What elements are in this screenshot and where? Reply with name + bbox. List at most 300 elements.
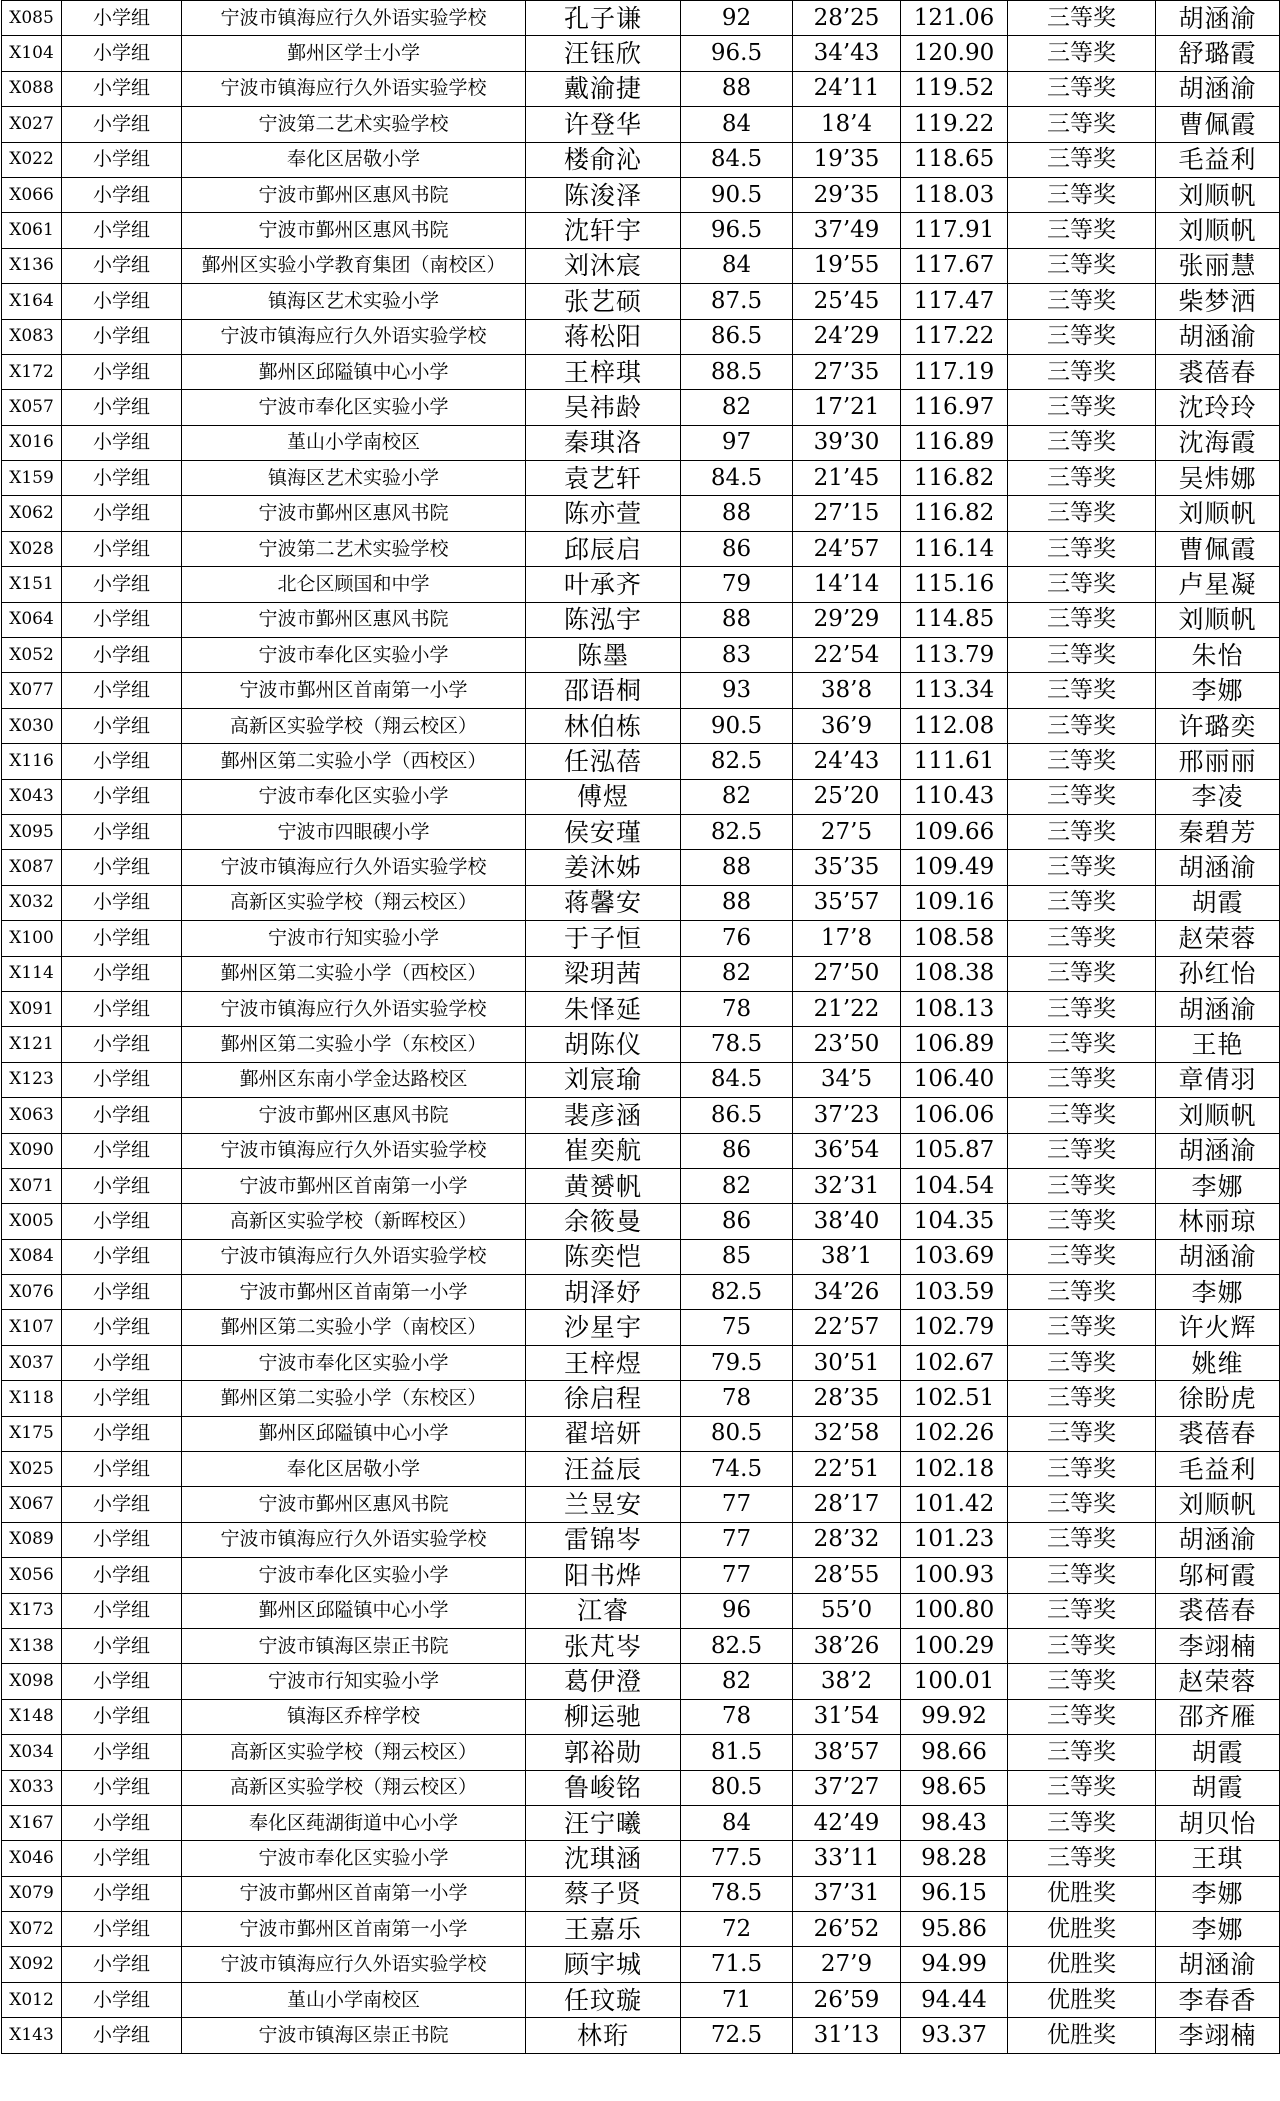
table-row [2, 248, 1280, 283]
student-name-cell: 沈琪涵 [526, 1841, 681, 1876]
time-cell: 27’50 [793, 956, 901, 991]
table-row [2, 1275, 1280, 1310]
teacher-cell: 胡涵渝 [1156, 319, 1280, 354]
award-cell: 三等奖 [1008, 284, 1156, 319]
time-cell: 28’35 [793, 1381, 901, 1416]
score-cell: 86 [681, 531, 793, 566]
award-cell: 三等奖 [1008, 531, 1156, 566]
student-name-cell: 翟培妍 [526, 1416, 681, 1451]
table-row [2, 1027, 1280, 1062]
group-cell: 小学组 [62, 425, 182, 460]
group-cell: 小学组 [62, 1947, 182, 1982]
school-cell: 宁波第二艺术实验学校 [182, 107, 526, 142]
entry-id-cell: X052 [2, 638, 62, 673]
table-row [2, 496, 1280, 531]
time-cell: 17’8 [793, 921, 901, 956]
entry-id-cell: X173 [2, 1593, 62, 1628]
time-cell: 19’35 [793, 142, 901, 177]
table-row [2, 213, 1280, 248]
award-cell: 三等奖 [1008, 779, 1156, 814]
group-cell: 小学组 [62, 390, 182, 425]
group-cell: 小学组 [62, 1841, 182, 1876]
table-row [2, 1522, 1280, 1557]
school-cell: 奉化区居敬小学 [182, 1452, 526, 1487]
teacher-cell: 赵荣蓉 [1156, 921, 1280, 956]
group-cell: 小学组 [62, 1452, 182, 1487]
total-score-cell: 101.23 [901, 1522, 1008, 1557]
group-cell: 小学组 [62, 1876, 182, 1911]
school-cell: 宁波市镇海应行久外语实验学校 [182, 850, 526, 885]
time-cell: 24’29 [793, 319, 901, 354]
teacher-cell: 卢星凝 [1156, 567, 1280, 602]
award-cell: 三等奖 [1008, 1345, 1156, 1380]
total-score-cell: 109.66 [901, 814, 1008, 849]
total-score-cell: 109.16 [901, 885, 1008, 920]
student-name-cell: 沙星宇 [526, 1310, 681, 1345]
time-cell: 14’14 [793, 567, 901, 602]
entry-id-cell: X088 [2, 71, 62, 106]
group-cell: 小学组 [62, 1628, 182, 1663]
entry-id-cell: X064 [2, 602, 62, 637]
teacher-cell: 许火辉 [1156, 1310, 1280, 1345]
entry-id-cell: X022 [2, 142, 62, 177]
student-name-cell: 黄赟帆 [526, 1168, 681, 1203]
school-cell: 宁波市镇海区崇正书院 [182, 1628, 526, 1663]
school-cell: 奉化区莼湖街道中心小学 [182, 1805, 526, 1840]
group-cell: 小学组 [62, 36, 182, 71]
student-name-cell: 刘沐宸 [526, 248, 681, 283]
score-cell: 88 [681, 850, 793, 885]
total-score-cell: 113.34 [901, 673, 1008, 708]
table-row [2, 1699, 1280, 1734]
score-cell: 82.5 [681, 814, 793, 849]
time-cell: 23’50 [793, 1027, 901, 1062]
teacher-cell: 邬柯霞 [1156, 1558, 1280, 1593]
table-row [2, 390, 1280, 425]
group-cell: 小学组 [62, 779, 182, 814]
teacher-cell: 胡涵渝 [1156, 1133, 1280, 1168]
table-row [2, 1239, 1280, 1274]
score-cell: 88 [681, 71, 793, 106]
table-row [2, 1345, 1280, 1380]
teacher-cell: 刘顺帆 [1156, 177, 1280, 212]
group-cell: 小学组 [62, 708, 182, 743]
group-cell: 小学组 [62, 744, 182, 779]
time-cell: 34’5 [793, 1062, 901, 1097]
time-cell: 39’30 [793, 425, 901, 460]
entry-id-cell: X071 [2, 1168, 62, 1203]
score-cell: 82.5 [681, 1275, 793, 1310]
teacher-cell: 徐盼虎 [1156, 1381, 1280, 1416]
score-cell: 97 [681, 425, 793, 460]
total-score-cell: 112.08 [901, 708, 1008, 743]
group-cell: 小学组 [62, 1168, 182, 1203]
total-score-cell: 106.89 [901, 1027, 1008, 1062]
teacher-cell: 张丽慧 [1156, 248, 1280, 283]
total-score-cell: 100.29 [901, 1628, 1008, 1663]
school-cell: 宁波市鄞州区首南第一小学 [182, 1876, 526, 1911]
student-name-cell: 蒋馨安 [526, 885, 681, 920]
time-cell: 22’51 [793, 1452, 901, 1487]
school-cell: 鄞州区第二实验小学（西校区） [182, 744, 526, 779]
group-cell: 小学组 [62, 496, 182, 531]
total-score-cell: 105.87 [901, 1133, 1008, 1168]
total-score-cell: 94.99 [901, 1947, 1008, 1982]
award-cell: 三等奖 [1008, 673, 1156, 708]
student-name-cell: 余筱曼 [526, 1204, 681, 1239]
table-row [2, 850, 1280, 885]
school-cell: 鄞州区实验小学教育集团（南校区） [182, 248, 526, 283]
entry-id-cell: X090 [2, 1133, 62, 1168]
entry-id-cell: X067 [2, 1487, 62, 1522]
entry-id-cell: X148 [2, 1699, 62, 1734]
entry-id-cell: X005 [2, 1204, 62, 1239]
total-score-cell: 98.65 [901, 1770, 1008, 1805]
student-name-cell: 于子恒 [526, 921, 681, 956]
time-cell: 29’29 [793, 602, 901, 637]
score-cell: 82.5 [681, 744, 793, 779]
entry-id-cell: X062 [2, 496, 62, 531]
group-cell: 小学组 [62, 1912, 182, 1947]
award-cell: 优胜奖 [1008, 1912, 1156, 1947]
entry-id-cell: X076 [2, 1275, 62, 1310]
teacher-cell: 姚维 [1156, 1345, 1280, 1380]
entry-id-cell: X159 [2, 461, 62, 496]
group-cell: 小学组 [62, 1522, 182, 1557]
entry-id-cell: X057 [2, 390, 62, 425]
time-cell: 27’5 [793, 814, 901, 849]
student-name-cell: 胡陈仪 [526, 1027, 681, 1062]
student-name-cell: 侯安瑾 [526, 814, 681, 849]
table-row [2, 956, 1280, 991]
student-name-cell: 汪钰欣 [526, 36, 681, 71]
time-cell: 25’20 [793, 779, 901, 814]
table-row [2, 1, 1280, 36]
group-cell: 小学组 [62, 602, 182, 637]
time-cell: 30’51 [793, 1345, 901, 1380]
teacher-cell: 刘顺帆 [1156, 213, 1280, 248]
teacher-cell: 吴炜娜 [1156, 461, 1280, 496]
total-score-cell: 116.14 [901, 531, 1008, 566]
teacher-cell: 裘蓓春 [1156, 1593, 1280, 1628]
table-row [2, 708, 1280, 743]
entry-id-cell: X025 [2, 1452, 62, 1487]
score-cell: 77 [681, 1522, 793, 1557]
group-cell: 小学组 [62, 319, 182, 354]
school-cell: 鄞州区第二实验小学（南校区） [182, 1310, 526, 1345]
table-row [2, 779, 1280, 814]
student-name-cell: 楼俞沁 [526, 142, 681, 177]
table-row [2, 1452, 1280, 1487]
total-score-cell: 102.18 [901, 1452, 1008, 1487]
total-score-cell: 101.42 [901, 1487, 1008, 1522]
award-cell: 三等奖 [1008, 425, 1156, 460]
student-name-cell: 林伯栋 [526, 708, 681, 743]
teacher-cell: 胡贝怡 [1156, 1805, 1280, 1840]
teacher-cell: 柴梦洒 [1156, 284, 1280, 319]
teacher-cell: 毛益利 [1156, 142, 1280, 177]
entry-id-cell: X167 [2, 1805, 62, 1840]
entry-id-cell: X016 [2, 425, 62, 460]
student-name-cell: 沈轩宇 [526, 213, 681, 248]
group-cell: 小学组 [62, 1558, 182, 1593]
table-row [2, 814, 1280, 849]
total-score-cell: 116.89 [901, 425, 1008, 460]
school-cell: 宁波市鄞州区首南第一小学 [182, 1168, 526, 1203]
group-cell: 小学组 [62, 142, 182, 177]
time-cell: 37’23 [793, 1098, 901, 1133]
time-cell: 38’26 [793, 1628, 901, 1663]
teacher-cell: 李翊楠 [1156, 2018, 1280, 2053]
teacher-cell: 李娜 [1156, 1876, 1280, 1911]
school-cell: 鄞州区第二实验小学（西校区） [182, 956, 526, 991]
time-cell: 24’11 [793, 71, 901, 106]
teacher-cell: 胡霞 [1156, 885, 1280, 920]
total-score-cell: 102.67 [901, 1345, 1008, 1380]
time-cell: 24’57 [793, 531, 901, 566]
total-score-cell: 104.35 [901, 1204, 1008, 1239]
entry-id-cell: X079 [2, 1876, 62, 1911]
table-row [2, 71, 1280, 106]
award-cell: 三等奖 [1008, 36, 1156, 71]
teacher-cell: 裘蓓春 [1156, 354, 1280, 389]
student-name-cell: 郭裕勋 [526, 1735, 681, 1770]
score-cell: 78.5 [681, 1876, 793, 1911]
entry-id-cell: X114 [2, 956, 62, 991]
score-cell: 93 [681, 673, 793, 708]
award-cell: 优胜奖 [1008, 1947, 1156, 1982]
school-cell: 宁波市奉化区实验小学 [182, 1558, 526, 1593]
time-cell: 25’45 [793, 284, 901, 319]
student-name-cell: 袁艺轩 [526, 461, 681, 496]
table-row [2, 461, 1280, 496]
table-row [2, 177, 1280, 212]
school-cell: 鄞州区邱隘镇中心小学 [182, 1416, 526, 1451]
student-name-cell: 王嘉乐 [526, 1912, 681, 1947]
time-cell: 22’57 [793, 1310, 901, 1345]
teacher-cell: 曹佩霞 [1156, 107, 1280, 142]
school-cell: 宁波市鄞州区首南第一小学 [182, 1912, 526, 1947]
time-cell: 35’35 [793, 850, 901, 885]
entry-id-cell: X123 [2, 1062, 62, 1097]
entry-id-cell: X136 [2, 248, 62, 283]
entry-id-cell: X175 [2, 1416, 62, 1451]
score-cell: 82 [681, 1664, 793, 1699]
teacher-cell: 刘顺帆 [1156, 1098, 1280, 1133]
group-cell: 小学组 [62, 107, 182, 142]
teacher-cell: 李娜 [1156, 1912, 1280, 1947]
total-score-cell: 108.58 [901, 921, 1008, 956]
table-row [2, 921, 1280, 956]
student-name-cell: 邱辰启 [526, 531, 681, 566]
total-score-cell: 95.86 [901, 1912, 1008, 1947]
time-cell: 28’17 [793, 1487, 901, 1522]
school-cell: 宁波市奉化区实验小学 [182, 638, 526, 673]
time-cell: 35’57 [793, 885, 901, 920]
entry-id-cell: X138 [2, 1628, 62, 1663]
total-score-cell: 103.59 [901, 1275, 1008, 1310]
teacher-cell: 李娜 [1156, 673, 1280, 708]
table-row [2, 1487, 1280, 1522]
group-cell: 小学组 [62, 1593, 182, 1628]
entry-id-cell: X033 [2, 1770, 62, 1805]
teacher-cell: 裘蓓春 [1156, 1416, 1280, 1451]
total-score-cell: 117.91 [901, 213, 1008, 248]
table-row [2, 319, 1280, 354]
time-cell: 34’43 [793, 36, 901, 71]
student-name-cell: 张艺硕 [526, 284, 681, 319]
teacher-cell: 胡涵渝 [1156, 1522, 1280, 1557]
score-cell: 90.5 [681, 177, 793, 212]
time-cell: 55’0 [793, 1593, 901, 1628]
teacher-cell: 刘顺帆 [1156, 602, 1280, 637]
table-row [2, 673, 1280, 708]
group-cell: 小学组 [62, 2018, 182, 2053]
group-cell: 小学组 [62, 991, 182, 1026]
school-cell: 鄞州区学士小学 [182, 36, 526, 71]
score-cell: 72 [681, 1912, 793, 1947]
score-cell: 75 [681, 1310, 793, 1345]
award-cell: 三等奖 [1008, 107, 1156, 142]
table-row [2, 1982, 1280, 2017]
group-cell: 小学组 [62, 567, 182, 602]
total-score-cell: 119.22 [901, 107, 1008, 142]
total-score-cell: 98.28 [901, 1841, 1008, 1876]
award-cell: 三等奖 [1008, 1805, 1156, 1840]
total-score-cell: 117.67 [901, 248, 1008, 283]
time-cell: 42’49 [793, 1805, 901, 1840]
award-cell: 三等奖 [1008, 461, 1156, 496]
award-cell: 三等奖 [1008, 1487, 1156, 1522]
time-cell: 29’35 [793, 177, 901, 212]
table-row [2, 1168, 1280, 1203]
table-row [2, 638, 1280, 673]
score-cell: 82 [681, 956, 793, 991]
group-cell: 小学组 [62, 638, 182, 673]
school-cell: 奉化区居敬小学 [182, 142, 526, 177]
student-name-cell: 陈奕恺 [526, 1239, 681, 1274]
award-cell: 三等奖 [1008, 1593, 1156, 1628]
score-cell: 86 [681, 1204, 793, 1239]
group-cell: 小学组 [62, 885, 182, 920]
table-row [2, 354, 1280, 389]
award-cell: 三等奖 [1008, 991, 1156, 1026]
total-score-cell: 111.61 [901, 744, 1008, 779]
table-row [2, 1204, 1280, 1239]
award-cell: 三等奖 [1008, 1558, 1156, 1593]
total-score-cell: 110.43 [901, 779, 1008, 814]
student-name-cell: 徐启程 [526, 1381, 681, 1416]
entry-id-cell: X046 [2, 1841, 62, 1876]
school-cell: 宁波市镇海应行久外语实验学校 [182, 1, 526, 36]
total-score-cell: 118.65 [901, 142, 1008, 177]
school-cell: 鄞州区第二实验小学（东校区） [182, 1381, 526, 1416]
award-cell: 三等奖 [1008, 1310, 1156, 1345]
score-cell: 78 [681, 1381, 793, 1416]
teacher-cell: 刘顺帆 [1156, 1487, 1280, 1522]
entry-id-cell: X087 [2, 850, 62, 885]
total-score-cell: 102.26 [901, 1416, 1008, 1451]
teacher-cell: 林丽琼 [1156, 1204, 1280, 1239]
score-cell: 77 [681, 1487, 793, 1522]
group-cell: 小学组 [62, 1098, 182, 1133]
group-cell: 小学组 [62, 1982, 182, 2017]
table-row [2, 567, 1280, 602]
school-cell: 宁波市鄞州区惠风书院 [182, 1098, 526, 1133]
teacher-cell: 胡涵渝 [1156, 1, 1280, 36]
student-name-cell: 汪宁曦 [526, 1805, 681, 1840]
time-cell: 38’1 [793, 1239, 901, 1274]
school-cell: 宁波市镇海应行久外语实验学校 [182, 1522, 526, 1557]
student-name-cell: 任玟璇 [526, 1982, 681, 2017]
score-cell: 86 [681, 1133, 793, 1168]
teacher-cell: 曹佩霞 [1156, 531, 1280, 566]
total-score-cell: 121.06 [901, 1, 1008, 36]
table-row [2, 531, 1280, 566]
entry-id-cell: X066 [2, 177, 62, 212]
student-name-cell: 刘宸瑜 [526, 1062, 681, 1097]
table-row [2, 1735, 1280, 1770]
award-cell: 三等奖 [1008, 708, 1156, 743]
score-cell: 72.5 [681, 2018, 793, 2053]
award-cell: 三等奖 [1008, 213, 1156, 248]
time-cell: 31’54 [793, 1699, 901, 1734]
entry-id-cell: X121 [2, 1027, 62, 1062]
time-cell: 36’54 [793, 1133, 901, 1168]
group-cell: 小学组 [62, 1310, 182, 1345]
award-cell: 三等奖 [1008, 1699, 1156, 1734]
group-cell: 小学组 [62, 1735, 182, 1770]
award-cell: 三等奖 [1008, 1381, 1156, 1416]
student-name-cell: 蔡子贤 [526, 1876, 681, 1911]
time-cell: 24’43 [793, 744, 901, 779]
group-cell: 小学组 [62, 354, 182, 389]
school-cell: 堇山小学南校区 [182, 425, 526, 460]
score-cell: 88 [681, 496, 793, 531]
table-row [2, 1133, 1280, 1168]
entry-id-cell: X091 [2, 991, 62, 1026]
total-score-cell: 93.37 [901, 2018, 1008, 2053]
time-cell: 32’31 [793, 1168, 901, 1203]
results-table [1, 0, 1280, 2054]
total-score-cell: 106.40 [901, 1062, 1008, 1097]
table-row [2, 1841, 1280, 1876]
entry-id-cell: X143 [2, 2018, 62, 2053]
total-score-cell: 117.22 [901, 319, 1008, 354]
school-cell: 高新区实验学校（新晖校区） [182, 1204, 526, 1239]
entry-id-cell: X172 [2, 354, 62, 389]
score-cell: 96 [681, 1593, 793, 1628]
award-cell: 三等奖 [1008, 1239, 1156, 1274]
teacher-cell: 邵齐雁 [1156, 1699, 1280, 1734]
entry-id-cell: X118 [2, 1381, 62, 1416]
award-cell: 三等奖 [1008, 71, 1156, 106]
table-row [2, 1912, 1280, 1947]
time-cell: 27’15 [793, 496, 901, 531]
time-cell: 21’45 [793, 461, 901, 496]
group-cell: 小学组 [62, 1487, 182, 1522]
score-cell: 82 [681, 779, 793, 814]
table-row [2, 1416, 1280, 1451]
school-cell: 宁波市鄞州区惠风书院 [182, 177, 526, 212]
student-name-cell: 蒋松阳 [526, 319, 681, 354]
school-cell: 宁波市四眼碶小学 [182, 814, 526, 849]
score-cell: 76 [681, 921, 793, 956]
school-cell: 高新区实验学校（翔云校区） [182, 885, 526, 920]
table-row [2, 1876, 1280, 1911]
teacher-cell: 沈海霞 [1156, 425, 1280, 460]
entry-id-cell: X095 [2, 814, 62, 849]
